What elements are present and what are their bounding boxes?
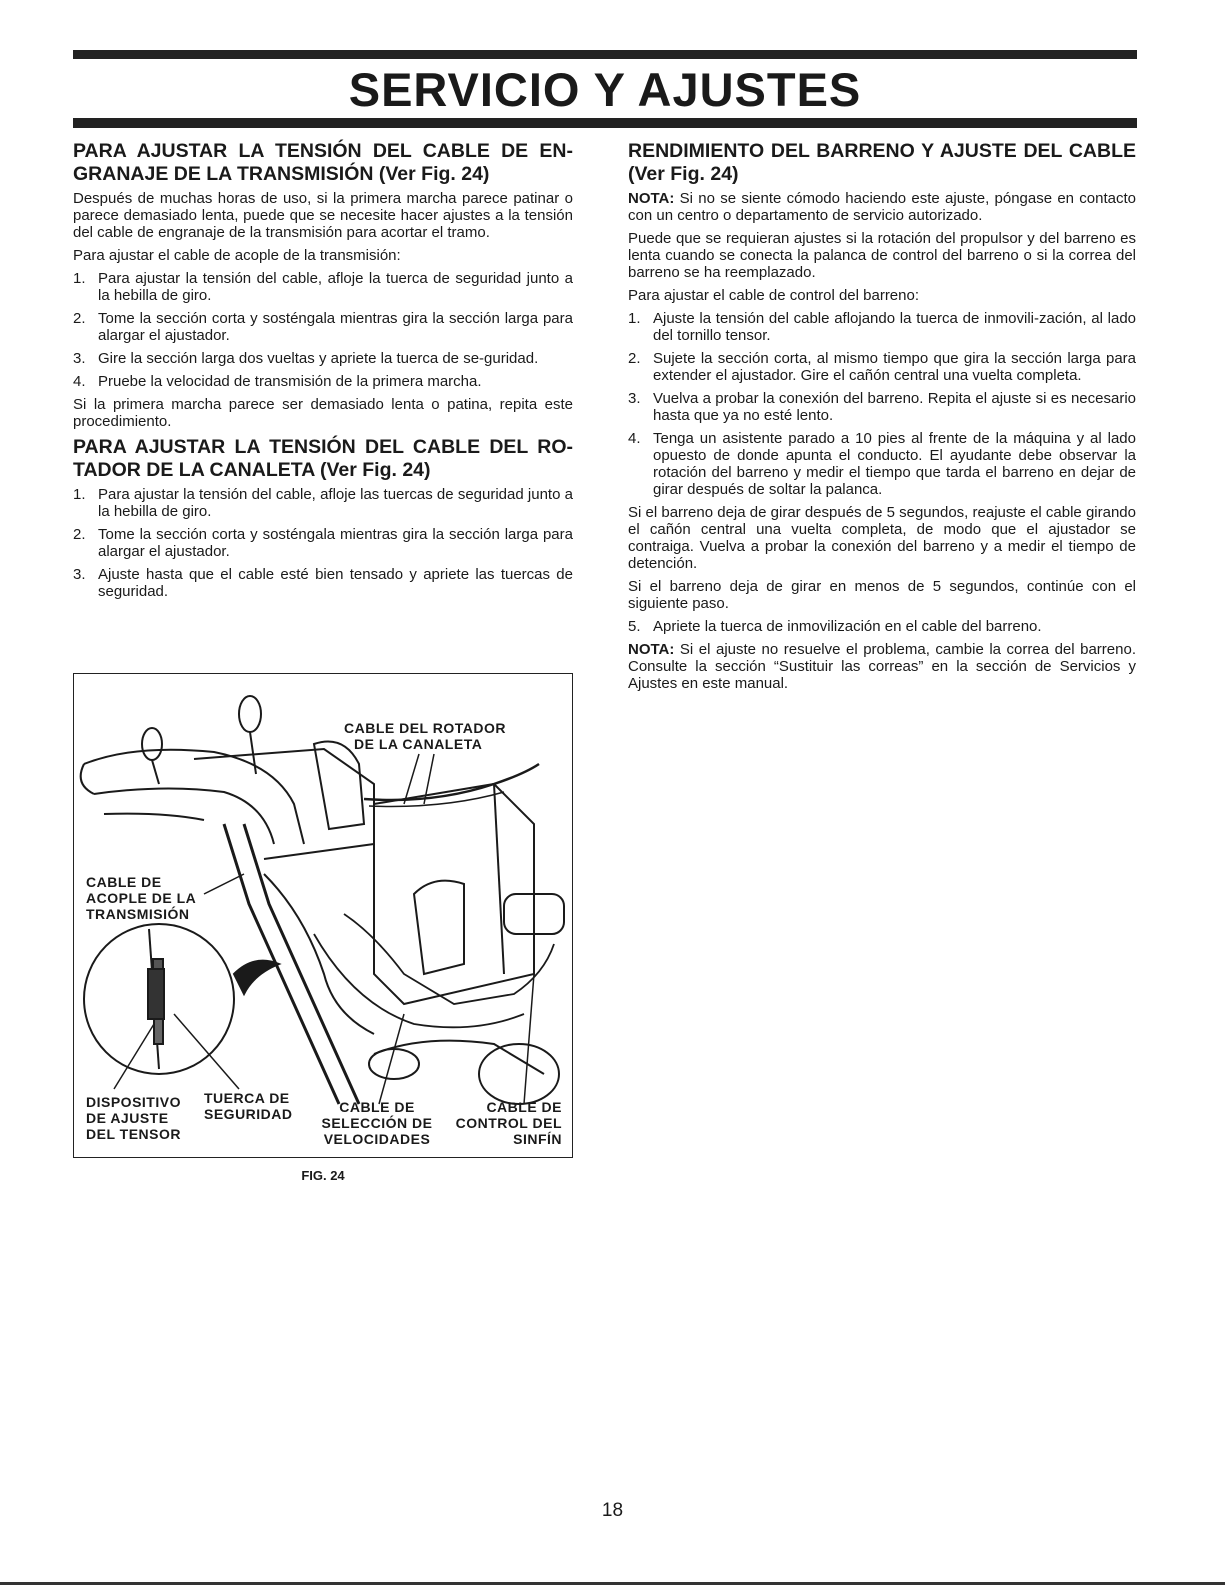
list-item [628, 618, 1136, 635]
step-text: Sujete la sección corta, al mismo tiempo que gira la sección larga para extender el ajustador. Gire el cañón central una vuelta completa. [653, 350, 1136, 384]
list-item [73, 350, 573, 367]
step-text: Vuelva a probar la conexión del barreno. Repita el ajuste si es necesario hasta que ya no esté lento. [653, 390, 1136, 424]
step-text: Para ajustar la tensión del cable, afloje las tuercas de seguridad junto a la hebilla de giro. [98, 486, 573, 520]
title-bottom-rule [73, 118, 1137, 128]
step-text: Apriete la tuerca de inmovilización en el cable del barreno. [653, 618, 1042, 635]
list-item [628, 350, 1136, 384]
step-text: Tome la sección corta y sosténgala mientras gira la sección larga para alargar el ajustador. [98, 310, 573, 344]
step-number: 2. [628, 350, 641, 367]
label-line: DE LA CANALETA [354, 736, 483, 752]
nota-1 [628, 190, 1136, 224]
label-line: TUERCA DE [204, 1090, 290, 1106]
list-item [73, 270, 573, 304]
label-line: CABLE DE [339, 1099, 415, 1115]
nota-label: NOTA: [628, 190, 675, 207]
figure-24 [73, 673, 573, 1158]
drive-cable-closing: Si la primera marcha parece ser demasiado lenta o patina, repita este procedimiento. [73, 396, 573, 430]
auger-cable-heading: RENDIMIENTO DEL BARRENO Y AJUSTE DEL CABLE (Ver Fig. 24) [628, 140, 1136, 185]
list-item [73, 373, 573, 390]
step-text: Tenga un asistente parado a 10 pies al frente de la máquina y al lado opuesto de donde apunta el conducto. El ayudante debe observar la rotación del barreno y medir el tiempo que tarda el barreno en dejar de girar después de soltar la palanca. [653, 430, 1136, 498]
auger-step-5 [628, 618, 1136, 635]
label-line: ACOPLE DE LA [86, 890, 197, 906]
list-item [628, 310, 1136, 344]
left-column [73, 140, 573, 606]
list-item [73, 526, 573, 560]
chute-cable-heading: PARA AJUSTAR LA TENSIÓN DEL CABLE DEL RO-TADOR DE LA CANALETA (Ver Fig. 24) [73, 436, 573, 481]
nota-text: Si el ajuste no resuelve el problema, cambie la correa del barreno. Consulte la sección “Sustituir las correas” en la sección de Servicios y Ajustes en este manual. [628, 641, 1136, 692]
step-number: 1. [73, 486, 86, 503]
label-locknut [204, 1090, 293, 1122]
step-text: Ajuste hasta que el cable esté bien tensado y apriete las tuercas de seguridad. [98, 566, 573, 600]
label-line: SEGURIDAD [204, 1106, 293, 1122]
label-line: CABLE DEL ROTADOR [344, 720, 506, 736]
top-rule [73, 50, 1137, 59]
step-text: Pruebe la velocidad de transmisión de la primera marcha. [98, 373, 482, 390]
label-line: TRANSMISIÓN [86, 906, 190, 922]
step-number: 2. [73, 310, 86, 327]
label-line: SINFÍN [513, 1131, 562, 1147]
label-tensioner [86, 1094, 181, 1142]
label-line: CABLE DE [486, 1099, 562, 1115]
label-line: DISPOSITIVO [86, 1094, 181, 1110]
label-line: CABLE DE [86, 874, 162, 890]
auger-intro: Puede que se requieran ajustes si la rotación del propulsor y del barreno es lenta cuando se conecta la palanca de control del barreno o si la correa del barreno se ha reemplazado. [628, 230, 1136, 281]
drive-cable-intro: Después de muchas horas de uso, si la primera marcha parece patinar o parece demasiado lenta, puede que se necesite hacer ajustes a la tensión del cable de engranaje de la transmisión para acortar el tramo. [73, 190, 573, 241]
list-item [628, 390, 1136, 424]
nota-label: NOTA: [628, 641, 675, 658]
drive-cable-heading: PARA AJUSTAR LA TENSIÓN DEL CABLE DE EN-GRANAJE DE LA TRANSMISIÓN (Ver Fig. 24) [73, 140, 573, 185]
step-text: Gire la sección larga dos vueltas y apriete la tuerca de se-guridad. [98, 350, 539, 367]
nota-2 [628, 641, 1136, 692]
step-number: 1. [73, 270, 86, 287]
auger-steps [628, 310, 1136, 498]
auger-para-2: Si el barreno deja de girar después de 5 segundos, reajuste el cable girando el cañón central una vuelta completa, de modo que el ajustador se contraiga. Vuelva a probar la conexión del barreno y a medir el tiempo de detención. [628, 504, 1136, 572]
drive-cable-steps [73, 270, 573, 390]
label-line: DE AJUSTE [86, 1110, 169, 1126]
label-auger-cable [442, 1099, 562, 1147]
drive-cable-lead: Para ajustar el cable de acople de la transmisión: [73, 247, 401, 264]
step-number: 5. [628, 618, 641, 635]
auger-para-3: Si el barreno deja de girar en menos de 5 segundos, continúe con el siguiente paso. [628, 578, 1136, 612]
page-number: 18 [601, 1500, 624, 1521]
figure-caption: FIG. 24 [301, 1168, 345, 1183]
step-text: Para ajustar la tensión del cable, afloje la tuerca de seguridad junto a la hebilla de giro. [98, 270, 573, 304]
list-item [628, 430, 1136, 498]
label-shift-cable [312, 1099, 442, 1147]
label-line: DEL TENSOR [86, 1126, 181, 1142]
step-text: Ajuste la tensión del cable aflojando la tuerca de inmovili-zación, al lado del tornillo tensor. [653, 310, 1136, 344]
chute-cable-steps [73, 486, 573, 600]
label-drive-cable [86, 874, 196, 922]
step-text: Tome la sección corta y sosténgala mientras gira la sección larga para alargar el ajustador. [98, 526, 573, 560]
list-item [73, 310, 573, 344]
page-title: SERVICIO Y AJUSTES [348, 63, 862, 116]
step-number: 4. [73, 373, 86, 390]
label-line: SELECCIÓN DE [321, 1115, 433, 1131]
right-column [628, 140, 1136, 698]
list-item [73, 566, 573, 600]
step-number: 3. [73, 566, 86, 583]
step-number: 3. [73, 350, 86, 367]
nota-text: Si no se siente cómodo haciendo este ajuste, póngase en contacto con un centro o departamento de servicio autorizado. [628, 190, 1136, 224]
label-line: VELOCIDADES [323, 1131, 431, 1147]
step-number: 2. [73, 526, 86, 543]
step-number: 3. [628, 390, 641, 407]
auger-lead: Para ajustar el cable de control del barreno: [628, 287, 920, 304]
step-number: 4. [628, 430, 641, 447]
label-line: CONTROL DEL [455, 1115, 562, 1131]
label-chute-rotator-cable [344, 720, 506, 752]
list-item [73, 486, 573, 520]
step-number: 1. [628, 310, 641, 327]
